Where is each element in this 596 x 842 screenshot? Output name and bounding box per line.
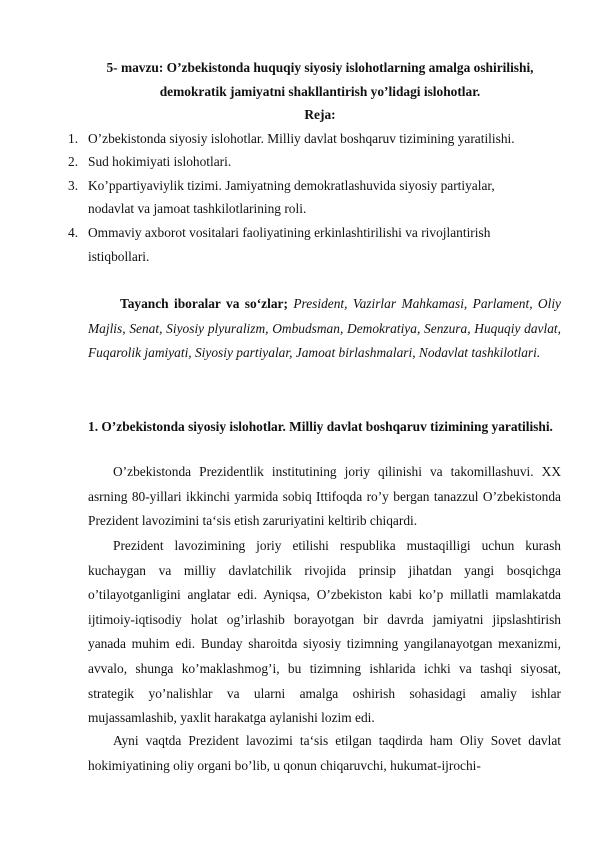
plan-item-number: 1.	[68, 131, 79, 146]
keywords-list: President, Vazirlar Mahkamasi, Parlament, Oliy Majlis, Senat, Siyosiy plyuralizm, Ombudsman, Demokratiya, Senzura, Huquqiy davlat, Fuqarolik jamiyati, Siyosiy partiyalar, Jamoat birlashmalari, Nodavlat tashkilotlari.	[88, 296, 561, 361]
plan-item-3-continuation: nodavlat va jamoat tashkilotlarining roli.	[88, 201, 307, 216]
body-paragraph-3: Ayni vaqtda Prezident lavozimi ta‘sis etilgan taqdirda ham Oliy Sovet davlat hokimiyatining oliy organi bo’lib, u qonun chiqaruvchi, hukumat-ijrochi-	[88, 733, 561, 773]
plan-item-4	[68, 224, 568, 242]
body-paragraph-2: Prezident lavozimining joriy etilishi respublika mustaqilligi uchun kurash kuchaygan va milliy davlatchilik rivojida prinsip jihatdan yangi bosqichga o’tilayotganligini anglatar edi. Ayniqsa, O’zbekiston kabi ko’p millatli mamlakatda ijtimoiy-iqtisodiy holat og’irlashib borayotgan bir davrda jamiyatni jipslashtirish yanada muhim edi. Bunday sharoitda siyosiy tizimning yangilanayotgan mexanizmi, avvalo, shunga ko’maklashmog’i, bu tizimning ishlarida ichki va tashqi siyosat, strategik yo’nalishlar va ularni amalga oshirish sohasidagi amaliy ishlar mujassamlashib, yaxlit harakatga aylanishi lozim edi.	[88, 538, 561, 726]
plan-item-2	[68, 153, 568, 171]
plan-heading: Reja:	[304, 107, 336, 122]
plan-item-number: 4.	[68, 225, 79, 240]
plan-item-text: Ommaviy axborot vositalari faoliyatining erkinlashtirilishi va rivojlantirish	[88, 225, 491, 240]
plan-item-number: 2.	[68, 154, 79, 169]
plan-item-1	[68, 130, 568, 148]
plan-item-text: O’zbekistonda siyosiy islohotlar. Milliy davlat boshqaruv tizimining yaratilishi.	[88, 131, 515, 146]
plan-item-number: 3.	[68, 178, 79, 193]
keywords-label: Tayanch iboralar va so‘zlar;	[120, 296, 288, 311]
section-heading: 1. O’zbekistonda siyosiy islohotlar. Milliy davlat boshqaruv tizimining yaratilishi.	[88, 419, 553, 434]
plan-item-3	[68, 177, 568, 195]
topic-title-line-2: demokratik jamiyatni shakllantirish yo’lidagi islohotlar.	[159, 84, 481, 99]
body-paragraph-1: O’zbekistonda Prezidentlik institutining joriy qilinishi va takomillashuvi. XX asrning 80-yillari ikkinchi yarmida sobiq Ittifoqda ro’y bergan tanazzul O’zbekistonda Prezident lavozimini ta‘sis etish zaruriyatini keltirib chiqardi.	[88, 464, 561, 529]
plan-item-4-continuation: istiqbollari.	[88, 249, 150, 264]
plan-item-text: Sud hokimiyati islohotlari.	[88, 154, 232, 169]
topic-title-line-1: 5- mavzu: O’zbekistonda huquqiy siyosiy islohotlarning amalga oshirilishi,	[106, 60, 534, 75]
keywords-paragraph	[88, 292, 561, 366]
plan-item-text: Ko’ppartiyaviylik tizimi. Jamiyatning demokratlashuvida siyosiy partiyalar,	[88, 178, 495, 193]
